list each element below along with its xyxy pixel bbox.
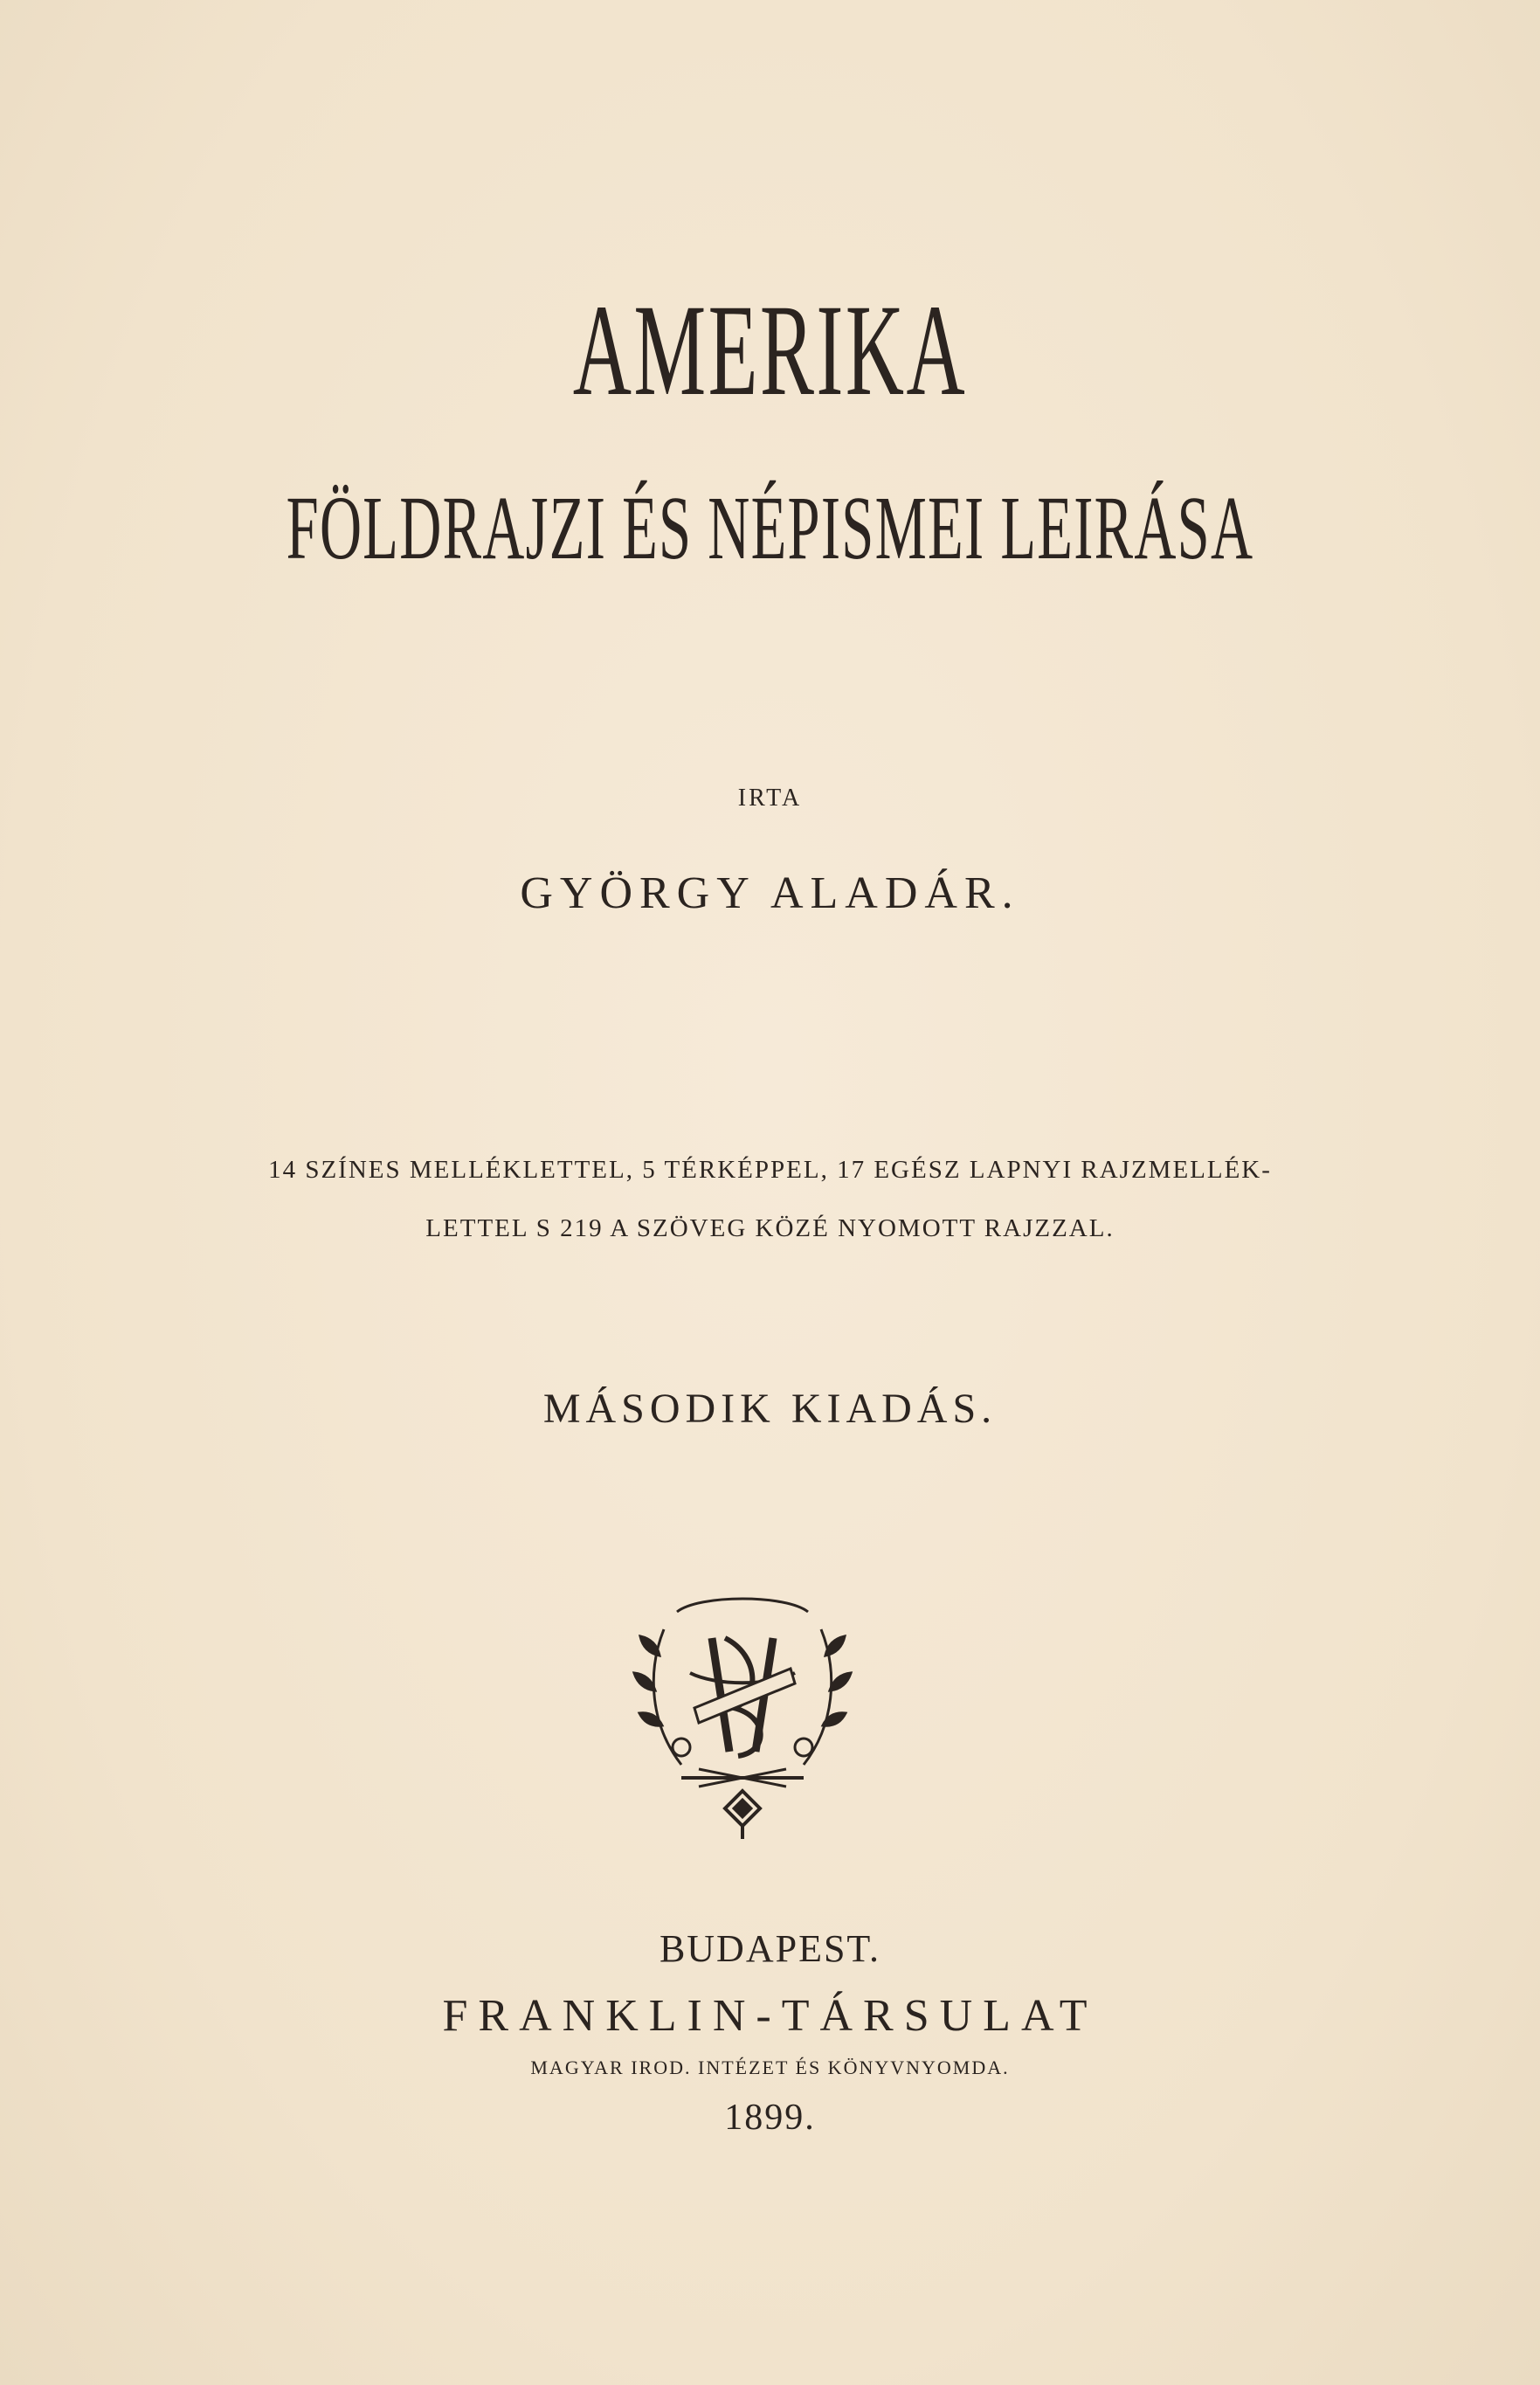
author-name: GYÖRGY ALADÁR.: [520, 868, 1020, 918]
by-label: IRTA: [737, 785, 803, 812]
book-subtitle: FÖLDRAJZI ÉS NÉPISMEI LEIRÁSA: [286, 478, 1254, 578]
description-line-2: LETTEL S 219 A SZÖVEG KÖZÉ NYOMOTT RAJZZAL.: [425, 1214, 1115, 1242]
imprint-publisher: FRANKLIN-TÁRSULAT: [442, 1991, 1098, 2041]
imprint-year: 1899.: [724, 2098, 816, 2138]
description-line-1: 14 SZÍNES MELLÉKLETTEL, 5 TÉRKÉPPEL, 17 EGÉSZ LAPNYI RAJZMELLÉK-: [268, 1156, 1272, 1184]
book-title: AMERIKA: [572, 278, 968, 423]
publisher-emblem-icon: [629, 1577, 856, 1848]
imprint-city: BUDAPEST.: [659, 1927, 881, 1970]
edition-label: MÁSODIK KIADÁS.: [542, 1386, 998, 1432]
imprint-printer: MAGYAR IROD. INTÉZET ÉS KÖNYVNYOMDA.: [530, 2057, 1010, 2078]
